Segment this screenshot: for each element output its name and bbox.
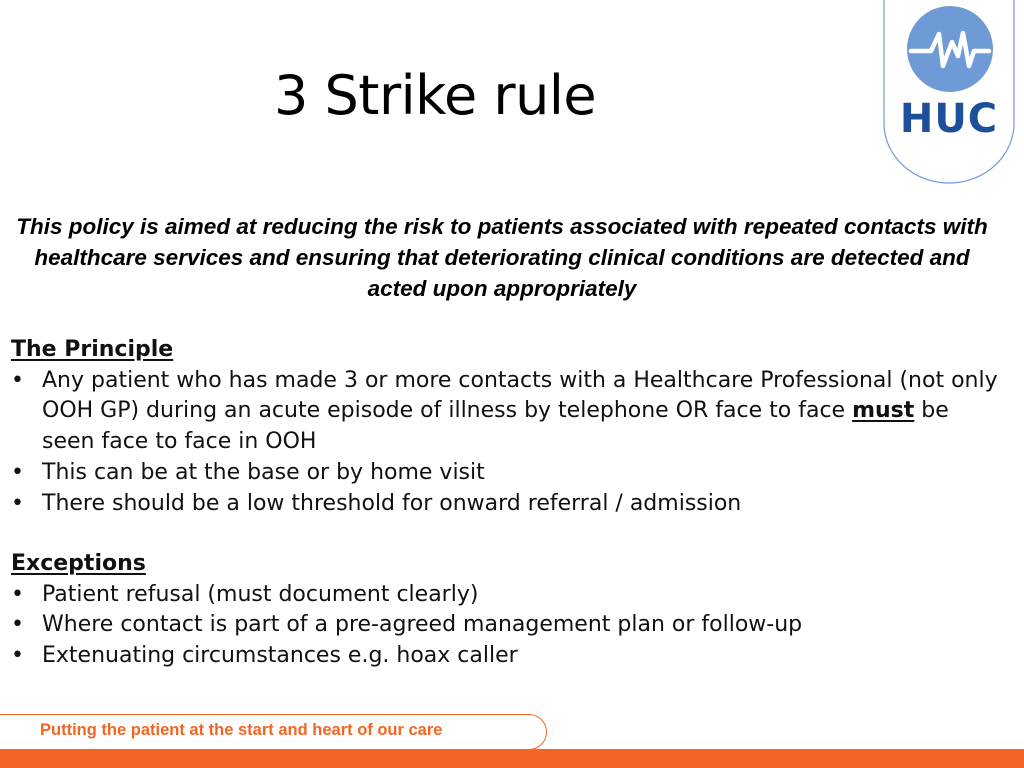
logo-badge <box>883 0 1015 185</box>
list-item: • There should be a low threshold for onward referral / admission <box>11 489 1001 520</box>
exceptions-heading: Exceptions <box>11 551 146 576</box>
list-item <box>11 366 1001 458</box>
logo-wordmark: HUC <box>899 96 999 142</box>
list-item: • Extenuating circumstances e.g. hoax caller <box>11 641 1001 672</box>
must-emphasis: must <box>852 398 915 424</box>
principle-section <box>11 335 1001 519</box>
footer-tagline: Putting the patient at the start and heart of our care <box>40 721 443 739</box>
footer-bar <box>0 749 1024 768</box>
list-item: • Patient refusal (must document clearly) <box>11 580 1001 611</box>
principle-bullet-1-end: be seen face to face in OOH <box>42 398 949 455</box>
principle-bullet-1-start: Any patient who has made 3 or more contacts with a Healthcare Professional (not only OOH GP) during an acute episode of illness by telephone OR face to face <box>42 367 998 424</box>
principle-list <box>11 366 1001 520</box>
list-item: • Where contact is part of a pre-agreed management plan or follow-up <box>11 610 1001 641</box>
huc-logo <box>883 0 1015 185</box>
principle-heading: The Principle <box>11 337 174 362</box>
slide-title: 3 Strike rule <box>274 64 597 127</box>
exceptions-list <box>11 580 1001 672</box>
list-item: • This can be at the base or by home visit <box>11 458 1001 489</box>
exceptions-section <box>11 549 1001 672</box>
policy-intro: This policy is aimed at reducing the risk to patients associated with repeated contacts with healthcare services and ensuring that deteriorating clinical conditions are detected and acted upon appropriately <box>16 214 988 301</box>
